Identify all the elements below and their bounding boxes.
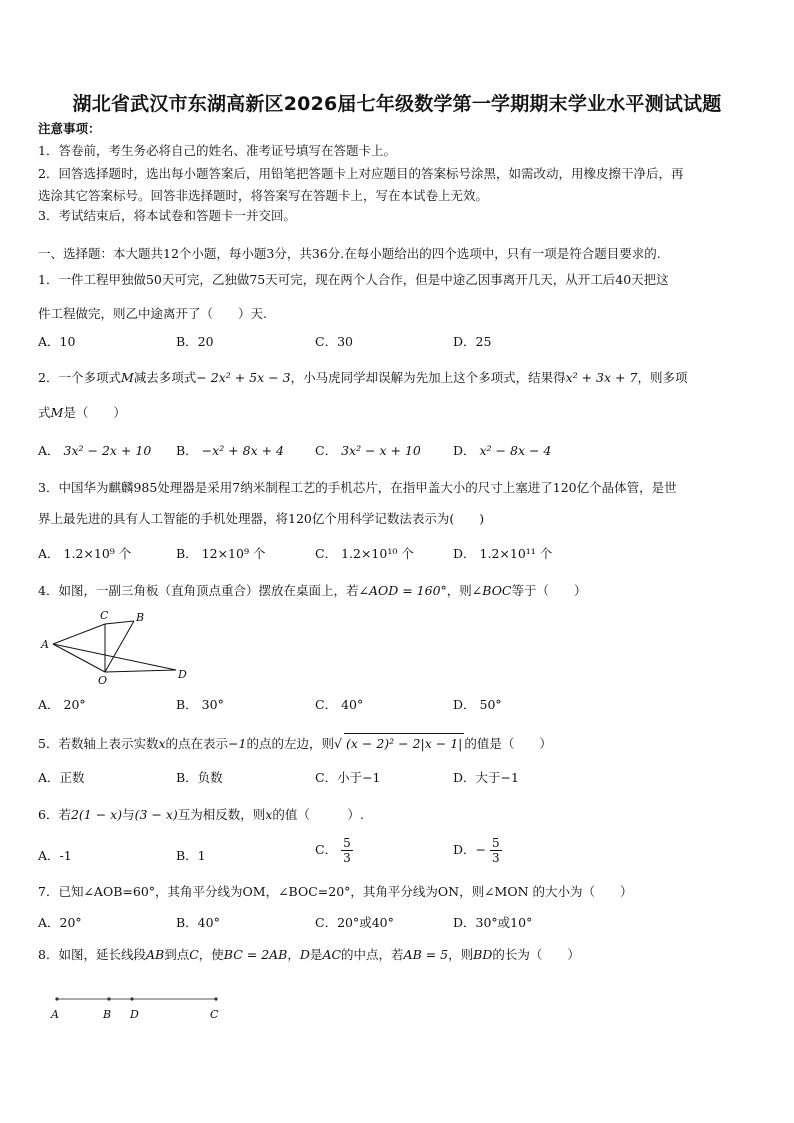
option-label: C． (315, 546, 338, 561)
q5-option-d: D．大于−1 (453, 770, 519, 785)
question-2-line-2 (38, 405, 126, 421)
q6-option-b: B．1 (176, 848, 206, 863)
sqrt-icon: √ (334, 736, 342, 751)
q4-option-b (176, 697, 224, 713)
q2-M-2: M (50, 405, 64, 420)
q8-text: 的中点，若 (341, 947, 404, 962)
q5-x: x (158, 736, 166, 751)
q7-option-c: C．20°或40° (315, 915, 394, 930)
fraction-numerator: 5 (492, 836, 500, 850)
q8-cond1: BC = 2AB (223, 947, 288, 962)
question-1-line-1: 1．一件工程甲独做50天可完，乙独做75天可完，现在两个人合作，但是中途乙因事离开几天，从开工后40天把这 (38, 272, 669, 287)
option-value: 12×10⁹ 个 (201, 546, 266, 561)
option-label: B． (176, 697, 198, 712)
q5-text: 的点的左边，则 (246, 736, 334, 751)
q4-text: ，则 (446, 583, 472, 598)
q6-expr1: 2(1 − x) (70, 807, 123, 822)
option-label: A． (38, 443, 60, 458)
q8-ab: AB (145, 947, 165, 962)
fraction-denominator: 3 (343, 851, 351, 865)
q6-text: 6．若 (38, 807, 71, 822)
q8-cond2: AB = 5 (403, 947, 449, 962)
q1-option-b: B．20 (176, 334, 214, 349)
option-label: C． (315, 842, 338, 857)
q8-bd: BD (473, 947, 493, 962)
q5-text: 的点在表示 (165, 736, 229, 751)
q8-text: ，使 (198, 947, 224, 962)
option-label: D． (453, 697, 476, 712)
q5-option-c: C．小于−1 (315, 770, 381, 785)
q5-option-a: A．正数 (38, 770, 85, 785)
q8-text: ，则 (448, 947, 474, 962)
q8-text: 8．如图，延长线段 (38, 947, 146, 962)
q2-mid1: 减去多项式 (133, 370, 197, 385)
minus-sign: − (475, 842, 487, 857)
option-value: 20° (63, 697, 86, 712)
q3-option-d (453, 546, 552, 562)
q6-text: 互为相反数，则 (177, 807, 266, 822)
option-value: 30° (201, 697, 224, 712)
point-label-c: C (100, 609, 109, 622)
q1-option-c: C．30 (315, 334, 353, 349)
option-value: x² − 8x − 4 (479, 443, 552, 458)
notice-item: 2．回答选择题时，选出每小题答案后，用铅笔把答题卡上对应题目的答案标号涂黑，如需改动，用橡皮擦干净后，再 (38, 166, 684, 181)
option-label: B． (176, 546, 198, 561)
q4-condition: ∠AOD = 160° (358, 583, 447, 598)
q6-text: 与 (122, 807, 135, 822)
notice-item: 3．考试结束后，将本试卷和答题卡一并交回。 (38, 208, 296, 223)
q8-ac: AC (322, 947, 342, 962)
q4-text: 4．如图，一副三角板（直角顶点重合）摆放在桌面上，若 (38, 583, 359, 598)
question-3-line-2: 界上最先进的具有人工智能的手机处理器，将120亿个用科学记数法表示为( ) (38, 511, 485, 526)
q4-option-c (315, 697, 363, 713)
fraction (490, 836, 502, 865)
page-title: 湖北省武汉市东湖高新区2026届七年级数学第一学期期末学业水平测试试题 (72, 93, 722, 115)
q6-option-d (453, 836, 502, 865)
q2-M: M (120, 370, 134, 385)
q7-option-b: B．40° (176, 915, 220, 930)
option-label: C． (315, 443, 338, 458)
question-8-line-1 (38, 947, 580, 963)
q8-text: 是 (309, 947, 323, 962)
fraction-denominator: 3 (492, 851, 500, 865)
option-value: 50° (479, 697, 502, 712)
option-value: 1.2×10¹⁰ 个 (341, 546, 414, 561)
option-label: D． (453, 546, 476, 561)
q8-c: C (189, 947, 199, 962)
q8-text: ， (287, 947, 300, 962)
q5-text: 5．若数轴上表示实数 (38, 736, 159, 751)
point-label-c: C (210, 1008, 219, 1021)
option-label: D． (453, 443, 476, 458)
q4-text: 等于（ ） (511, 583, 587, 598)
option-label: C． (315, 697, 338, 712)
q6-x: x (265, 807, 273, 822)
q7-option-a: A．20° (38, 915, 82, 930)
question-2-line-1 (38, 370, 687, 386)
q3-option-c (315, 546, 414, 562)
option-value: −x² + 8x + 4 (201, 443, 285, 458)
q3-option-b (176, 546, 265, 562)
q2-option-c (315, 443, 421, 459)
q8-d: D (299, 947, 310, 962)
q1-option-d: D．25 (453, 334, 492, 349)
point-label-a: A (51, 1008, 59, 1021)
q6-text: 的值（ ）. (272, 807, 364, 822)
question-4-line-1 (38, 583, 587, 599)
q5-root-content: (x − 2)² (345, 736, 395, 751)
q2-option-b (176, 443, 284, 459)
q6-expr2: (3 − x) (134, 807, 178, 822)
q8-text: 的长为（ ） (492, 947, 580, 962)
notice-heading: 注意事项： (38, 121, 101, 136)
q6-option-c (315, 836, 353, 865)
q4-target: ∠BOC (471, 583, 512, 598)
q4-option-d (453, 697, 502, 713)
point-label-b: B (136, 611, 145, 624)
q1-option-a: A．10 (38, 334, 76, 349)
q5-option-b: B．负数 (176, 770, 223, 785)
point-label-d: D (178, 668, 187, 681)
q5-neg1: −1 (228, 736, 247, 751)
point-label-d: D (130, 1008, 139, 1021)
question-6-line-1 (38, 807, 364, 823)
point-label-a: A (41, 638, 49, 651)
q8-text: 到点 (164, 947, 190, 962)
q5-root-tail: − 2|x − 1| (398, 736, 463, 751)
q2-option-a (38, 443, 151, 459)
option-value: 1.2×10⁹ 个 (63, 546, 132, 561)
q2-prefix: 2．一个多项式 (38, 370, 121, 385)
point-label-o: O (98, 674, 108, 686)
fraction-numerator: 5 (343, 836, 351, 850)
q5-text: 的值是（ ） (464, 736, 552, 751)
option-value: 3x² − 2x + 10 (63, 443, 152, 458)
fraction (341, 836, 353, 865)
question-3-line-1: 3．中国华为麒麟985处理器是采用7纳米制程工艺的手机芯片，在指甲盖大小的尺寸上塞进了120亿个晶体管，是世 (38, 480, 677, 495)
option-label: A． (38, 697, 60, 712)
q3-option-a (38, 546, 131, 562)
q2-option-d (453, 443, 551, 459)
q2-suffix: ，则多项 (637, 370, 688, 385)
question-1-line-2: 件工程做完，则乙中途离开了（ ）天. (38, 306, 267, 321)
q2-line2b: 是（ ） (63, 405, 126, 420)
q4-option-a (38, 697, 86, 713)
q6-option-a: A．-1 (38, 848, 72, 863)
question-5-line-1 (38, 733, 552, 752)
option-label: A． (38, 546, 60, 561)
q2-mid2: ，小马虎同学却误解为先加上这个多项式，结果得 (290, 370, 566, 385)
q2-line2a: 式 (38, 405, 51, 420)
q8-segment-diagram (44, 990, 234, 1026)
notice-item: 选涂其它答案标号。回答非选择题时，将答案写在答题卡上，写在本试卷上无效。 (38, 188, 489, 203)
q2-poly2: x² + 3x + 7 (565, 370, 638, 385)
q2-poly1: − 2x² + 5x − 3 (196, 370, 291, 385)
notice-item: 1．答卷前，考生务必将自己的姓名、准考证号填写在答题卡上。 (38, 143, 396, 158)
q5-sqrt-expression (344, 733, 464, 752)
option-label: B． (176, 443, 198, 458)
question-7-line-1: 7．已知∠AOB=60°，其角平分线为OM，∠BOC=20°，其角平分线为ON，则∠MON 的大小为（ ） (38, 884, 633, 899)
option-value: 40° (341, 697, 364, 712)
section-heading: 一、选择题：本大题共12个小题，每小题3分，共36分.在每小题给出的四个选项中，只有一项是符合题目要求的. (38, 246, 661, 261)
q7-option-d: D．30°或10° (453, 915, 533, 930)
q4-triangle-diagram (36, 606, 196, 686)
option-value: 3x² − x + 10 (341, 443, 421, 458)
point-label-b: B (103, 1008, 112, 1021)
option-label: D． (453, 842, 476, 857)
option-value: 1.2×10¹¹ 个 (479, 546, 553, 561)
